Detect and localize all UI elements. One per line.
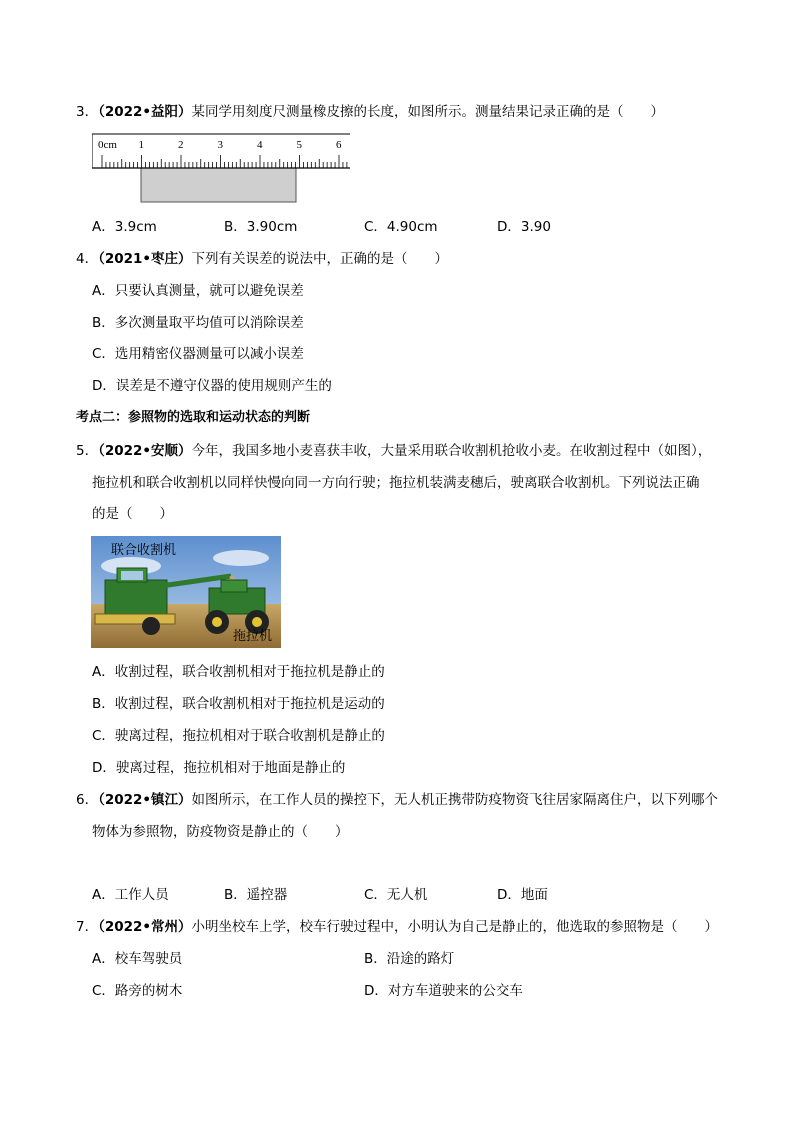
q3-stem: [76, 103, 664, 121]
q7-number: 7．: [76, 919, 99, 935]
q5-stem-line2: 拖拉机和联合收割机以同样快慢向同一方向行驶；拖拉机装满麦穗后，驶离联合收割机。下列说法正确: [92, 475, 700, 491]
q6-source: （2022•镇江）: [98, 792, 192, 808]
ruler-unit-label: 0cm: [98, 139, 117, 151]
q3-number: 3．: [76, 104, 99, 120]
q6-number: 6．: [76, 792, 99, 808]
q6-option-a[interactable]: A．工作人员: [92, 887, 169, 903]
ruler-tick-label: 2: [178, 139, 184, 151]
q6-stem-line2: 物体为参照物，防疫物资是静止的（ ）: [92, 824, 349, 840]
q6-text-1: 如图所示，在工作人员的操控下，无人机正携带防疫物资飞往居家隔离住户，以下列哪个: [191, 792, 719, 808]
q5-stem-line1: [76, 442, 711, 460]
ruler-ticks: [102, 155, 347, 168]
q6-stem-line1: [76, 791, 718, 809]
photo-label-tractor: 拖拉机: [233, 629, 273, 644]
q3-source: （2022•益阳）: [98, 104, 192, 120]
q4-option-a[interactable]: A．只要认真测量，就可以避免误差: [92, 283, 304, 299]
q4-option-d[interactable]: D．误差是不遵守仪器的使用规则产生的: [92, 378, 332, 394]
eraser: [141, 168, 296, 202]
ruler-figure: [92, 132, 354, 204]
ruler-tick-label: 4: [257, 139, 263, 151]
q5-text-1: 今年，我国多地小麦喜获丰收，大量采用联合收割机抢收小麦。在收割过程中（如图），: [191, 443, 712, 459]
q7-source: （2022•常州）: [98, 919, 192, 935]
ruler-tick-label: 1: [138, 139, 144, 151]
q7-text: 小明坐校车上学，校车行驶过程中，小明认为自己是静止的，他选取的参照物是（ ）: [191, 919, 719, 935]
q3-option-a[interactable]: A．3.9cm: [92, 219, 157, 235]
q3-option-d[interactable]: D．3.90: [497, 219, 551, 235]
ruler-tick-label: 3: [217, 139, 223, 151]
harvest-photo: [91, 536, 281, 648]
q4-source: （2021•枣庄）: [98, 251, 192, 267]
photo-label-harvester: 联合收割机: [111, 543, 177, 558]
q4-option-c[interactable]: C．选用精密仪器测量可以减小误差: [92, 346, 304, 362]
ruler-tick-labels: [139, 139, 343, 151]
q7-option-a[interactable]: A．校车驾驶员: [92, 951, 183, 967]
ruler-tick-label: 6: [336, 139, 342, 151]
q7-option-c[interactable]: C．路旁的树木: [92, 983, 183, 999]
q7-option-d[interactable]: D．对方车道驶来的公交车: [364, 983, 523, 999]
q6-option-b[interactable]: B．遥控器: [224, 887, 288, 903]
q5-stem-line3: 的是（ ）: [92, 506, 173, 522]
q7-stem: [76, 918, 718, 936]
q4-number: 4．: [76, 251, 99, 267]
q5-option-c[interactable]: C．驶离过程，拖拉机相对于联合收割机是静止的: [92, 728, 385, 744]
q3-option-c[interactable]: C．4.90cm: [364, 219, 438, 235]
q4-stem: [76, 250, 448, 268]
ruler-tick-label: 5: [296, 139, 302, 151]
section-heading: 考点二：参照物的选取和运动状态的判断: [76, 410, 311, 425]
q3-text: 某同学用刻度尺测量橡皮擦的长度，如图所示。测量结果记录正确的是（ ）: [191, 104, 665, 120]
q5-option-d[interactable]: D．驶离过程，拖拉机相对于地面是静止的: [92, 760, 346, 776]
q5-source: （2022•安顺）: [98, 443, 192, 459]
q6-option-c[interactable]: C．无人机: [364, 887, 428, 903]
q3-option-b[interactable]: B．3.90cm: [224, 219, 298, 235]
q4-option-b[interactable]: B．多次测量取平均值可以消除误差: [92, 315, 304, 331]
q5-option-a[interactable]: A．收割过程，联合收割机相对于拖拉机是静止的: [92, 664, 385, 680]
q6-option-d[interactable]: D．地面: [497, 887, 548, 903]
q4-text: 下列有关误差的说法中，正确的是（ ）: [191, 251, 449, 267]
ruler-svg: [92, 132, 354, 204]
q7-option-b[interactable]: B．沿途的路灯: [364, 951, 455, 967]
q5-number: 5．: [76, 443, 99, 459]
q5-option-b[interactable]: B．收割过程，联合收割机相对于拖拉机是运动的: [92, 696, 385, 712]
